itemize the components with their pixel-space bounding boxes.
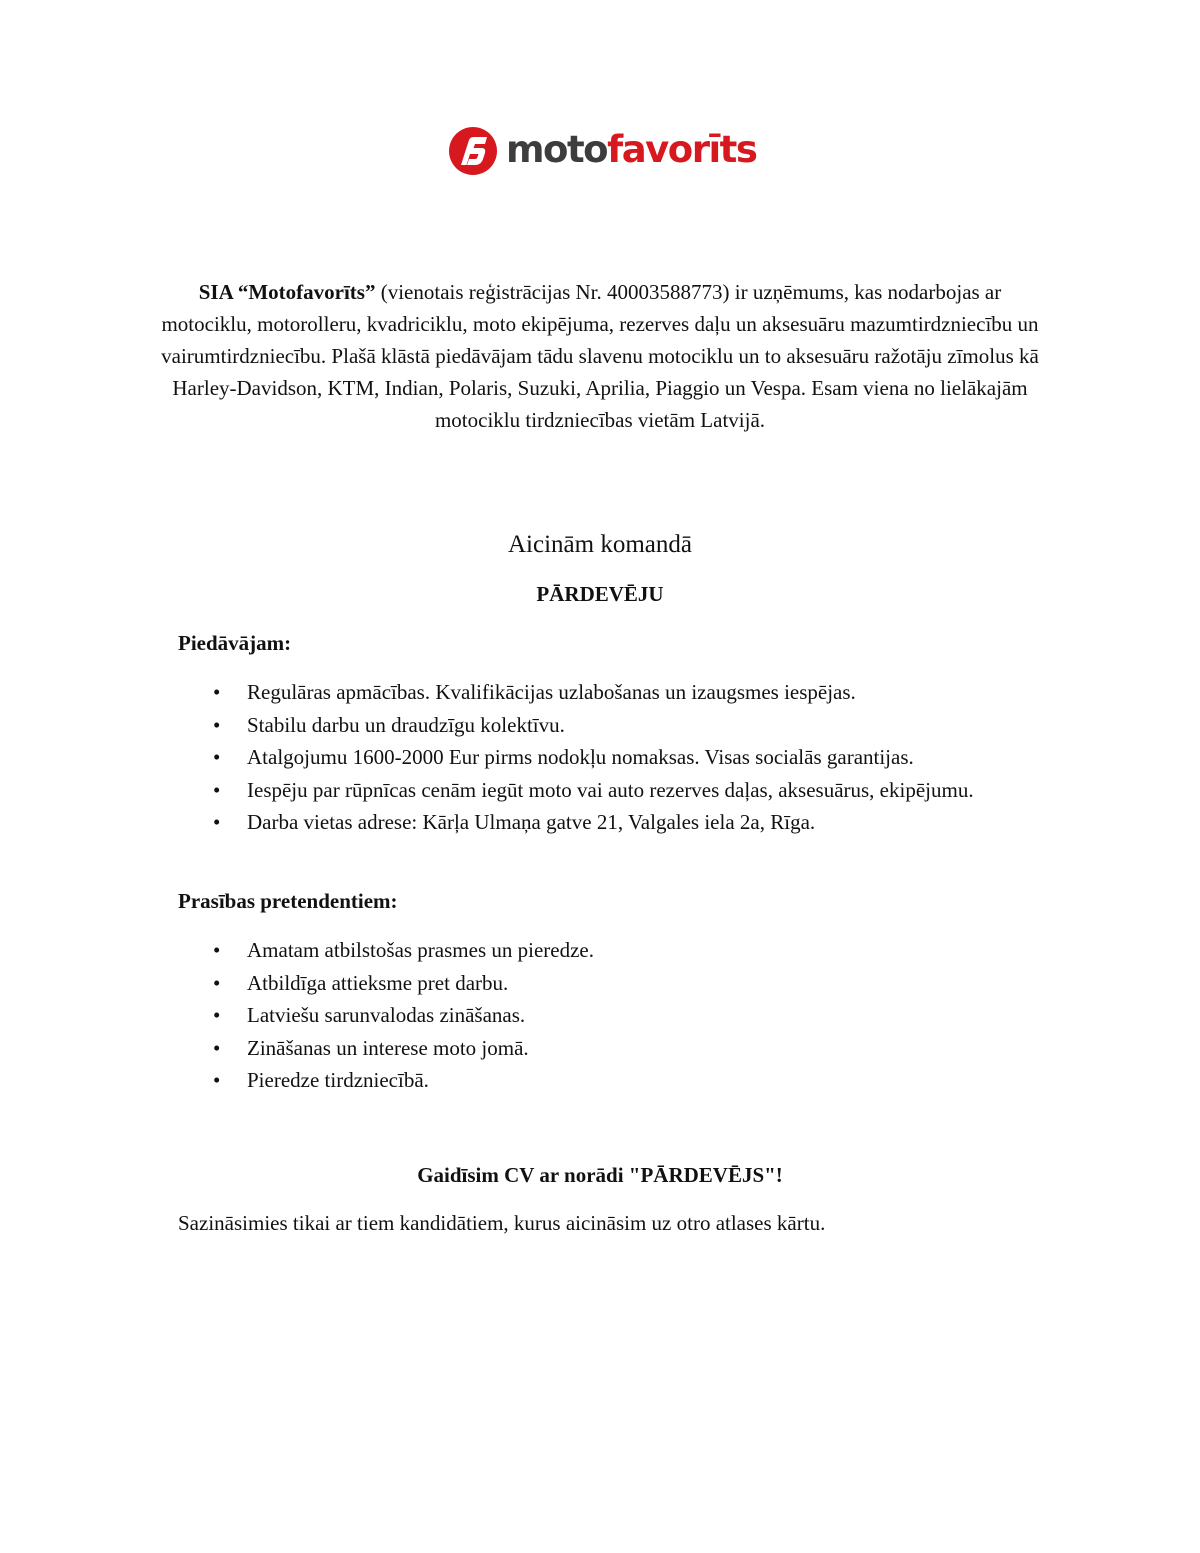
- list-item-text: Iespēju par rūpnīcas cenām iegūt moto vai auto rezerves daļas, aksesuārus, ekipējumu.: [247, 777, 974, 802]
- motofavorits-logo-icon: [448, 126, 498, 176]
- bullet-icon: •: [213, 745, 221, 769]
- list-item-text: Amatam atbilstošas prasmes un pieredze.: [247, 938, 594, 962]
- bullet-icon: •: [213, 777, 221, 802]
- list-item-text: Stabilu darbu un draudzīgu kolektīvu.: [247, 712, 565, 737]
- requirements-list: [178, 934, 1023, 1097]
- list-item-text: Darba vietas adrese: Kārļa Ulmaņa gatve 21, Valgales iela 2a, Rīga.: [247, 810, 816, 834]
- bullet-icon: •: [213, 1068, 221, 1092]
- list-item: [178, 774, 1023, 807]
- bullet-icon: •: [213, 810, 221, 834]
- bullet-icon: •: [213, 712, 221, 737]
- company-name: SIA “Motofavorīts”: [198, 280, 376, 304]
- list-item: [178, 1064, 1023, 1097]
- company-intro: [160, 276, 1040, 436]
- invitation-heading: Aicinām komandā: [508, 531, 692, 558]
- list-item-text: Latviešu sarunvalodas zināšanas.: [247, 1003, 526, 1027]
- list-item: [178, 934, 1023, 967]
- offer-list: [178, 676, 1023, 839]
- bullet-icon: •: [213, 970, 221, 995]
- list-item-text: Pieredze tirdzniecībā.: [247, 1068, 429, 1092]
- bullet-icon: •: [213, 1003, 221, 1027]
- list-item-text: Regulāras apmācības. Kvalifikācijas uzlabošanas un izaugsmes iespējas.: [247, 680, 856, 704]
- list-item: [178, 1032, 1023, 1065]
- list-item-text: Atalgojumu 1600-2000 Eur pirms nodokļu nomaksas. Visas socialās garantijas.: [247, 745, 914, 769]
- list-item: [178, 967, 1023, 1000]
- list-item-text: Zināšanas un interese moto jomā.: [247, 1035, 529, 1060]
- list-item: [178, 806, 1023, 839]
- list-item: [178, 709, 1023, 742]
- logo-wordmark: [506, 127, 757, 171]
- job-title: PĀRDEVĒJU: [536, 582, 664, 606]
- requirements-section-title: Prasības pretendentiem:: [178, 889, 398, 913]
- list-item: [178, 676, 1023, 709]
- closing-note: Sazināsimies tikai ar tiem kandidātiem, kurus aicināsim uz otro atlases kārtu.: [178, 1211, 826, 1235]
- company-description: (vienotais reģistrācijas Nr. 40003588773) ir uzņēmums, kas nodarbojas ar motociklu, motorolleru, kvadriciklu, moto ekipējuma, rezerves daļu un aksesuāru mazumtirdzniecību un vairumtirdzniecību. Plašā klāstā piedāvājam tādu slavenu motociklu un to aksesuāru ražotāju zīmolus kā Harley-Davidson, KTM, Indian, Polaris, Suzuki, Aprilia, Piaggio un Vespa. Esam viena no lielākajām motociklu tirdzniecības vietām Latvijā.: [161, 280, 1039, 432]
- bullet-icon: •: [213, 938, 221, 962]
- list-item: [178, 999, 1023, 1032]
- list-item: [178, 741, 1023, 774]
- company-logo: [448, 126, 756, 176]
- logo-wordmark-favorits: favorīts: [607, 127, 757, 171]
- bullet-icon: •: [213, 1035, 221, 1060]
- logo-wordmark-moto: moto: [506, 127, 608, 171]
- bullet-icon: •: [213, 680, 221, 704]
- offer-section-title: Piedāvājam:: [178, 631, 292, 655]
- cv-callout: Gaidīsim CV ar norādi "PĀRDEVĒJS"!: [417, 1163, 783, 1187]
- list-item-text: Atbildīga attieksme pret darbu.: [247, 970, 509, 995]
